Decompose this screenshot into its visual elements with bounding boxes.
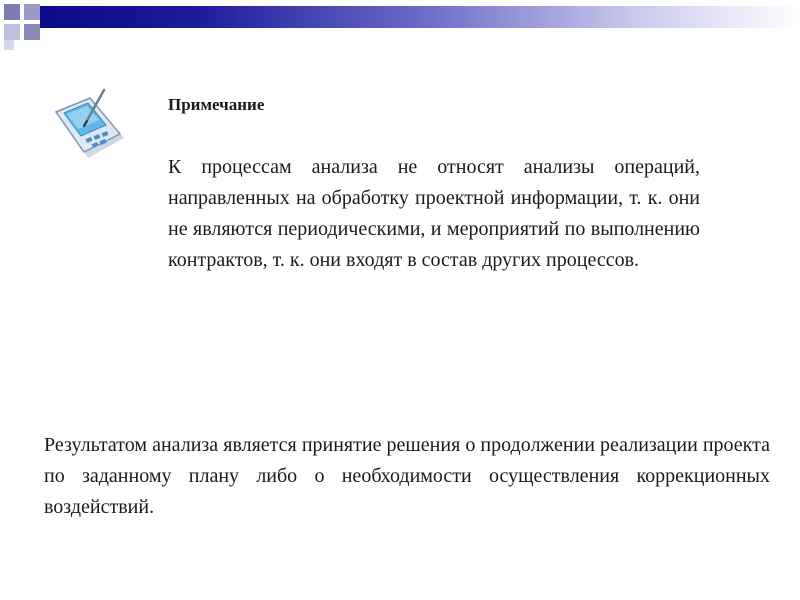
pda-stylus-icon bbox=[48, 86, 132, 172]
note-title: Примечание bbox=[168, 95, 265, 114]
decorative-square bbox=[24, 24, 40, 40]
note-body: К процессам анализа не относят анализы операций, направленных на обработку проектной информации, т. к. они не являются периодическими, и мероприятий по выполнению контрактов, т. к. они входят в состав других процессов. bbox=[168, 156, 700, 271]
decorative-square bbox=[4, 24, 20, 40]
decorative-square bbox=[4, 40, 14, 50]
decorative-square bbox=[4, 4, 20, 20]
decorative-square bbox=[24, 4, 40, 20]
header-gradient-bar bbox=[40, 6, 800, 28]
result-paragraph: Результатом анализа является принятие решения о продолжении реализации проекта по заданному плану либо о необходимости осуществления коррекционных воздействий. bbox=[44, 434, 770, 518]
